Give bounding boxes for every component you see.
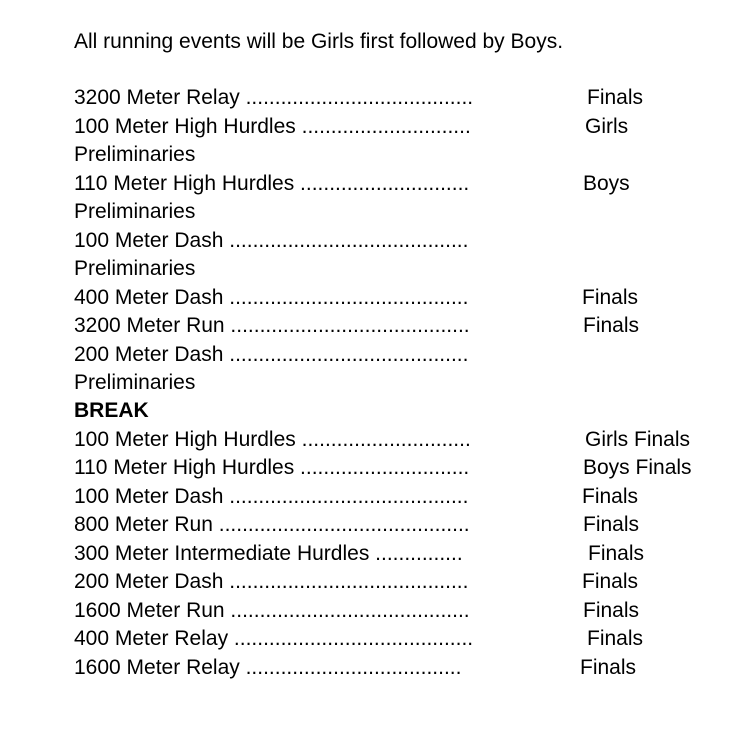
event-result-110-high-hurdles: Boys Finals [583,456,692,479]
event-row-300-intermediate-hurdles: 300 Meter Intermediate Hurdles ............... [74,542,463,565]
event-result-200-dash: Finals [582,570,639,593]
event-row-1600-run: 1600 Meter Run ......................................... [74,599,470,622]
event-row-1600-relay: 1600 Meter Relay ..................................... [74,656,462,679]
event-result-300-intermediate-hurdles: Finals [588,542,645,565]
event-result-110-high-hurdles: Boys [583,172,630,195]
event-result-3200-run: Finals [583,314,640,337]
event-row-100-high-hurdles: 100 Meter High Hurdles ............................. [74,115,471,138]
event-row-3200-relay: 3200 Meter Relay ....................................... [74,86,474,109]
intro-text: All running events will be Girls first followed by Boys. [74,30,564,53]
event-row-800-run: 800 Meter Run ........................................... [74,513,470,536]
event-result-1600-run: Finals [583,599,640,622]
event-row-100-dash: 100 Meter Dash ......................................... [74,485,469,508]
event-row-100-high-hurdles: 100 Meter High Hurdles ............................. [74,428,471,451]
event-result-3200-relay: Finals [587,86,644,109]
event-row-400-dash: 400 Meter Dash ......................................... [74,286,469,309]
event-row-200-dash: 200 Meter Dash ......................................... [74,343,469,366]
event-row-110-high-hurdles: 110 Meter High Hurdles ............................. [74,456,470,479]
event-row-preliminaries: Preliminaries [74,143,196,166]
event-row-preliminaries: Preliminaries [74,371,196,394]
event-result-100-dash: Finals [582,485,639,508]
event-result-400-dash: Finals [582,286,639,309]
event-result-400-relay: Finals [587,627,644,650]
break-heading: BREAK [74,399,149,422]
event-result-1600-relay: Finals [580,656,637,679]
event-row-100-dash: 100 Meter Dash ......................................... [74,229,469,252]
event-row-preliminaries: Preliminaries [74,200,196,223]
event-row-preliminaries: Preliminaries [74,257,196,280]
event-result-800-run: Finals [583,513,640,536]
event-result-100-high-hurdles: Girls [585,115,629,138]
event-result-100-high-hurdles: Girls Finals [585,428,691,451]
event-row-400-relay: 400 Meter Relay ......................................... [74,627,474,650]
event-row-3200-run: 3200 Meter Run ......................................... [74,314,470,337]
event-row-200-dash: 200 Meter Dash ......................................... [74,570,469,593]
event-row-110-high-hurdles: 110 Meter High Hurdles ............................. [74,172,470,195]
